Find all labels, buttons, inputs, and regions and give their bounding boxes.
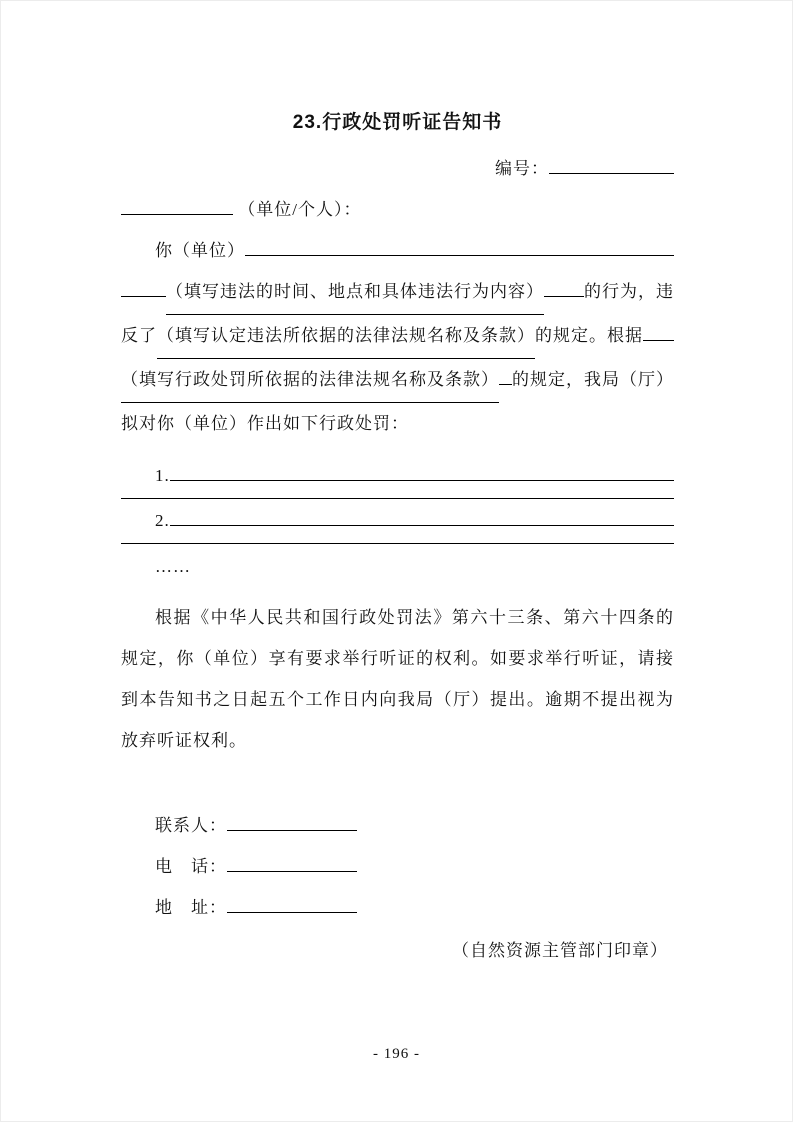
contact-person-blank [227, 830, 357, 831]
recipient-suffix: （单位/个人）： [238, 200, 362, 219]
contact-address-blank [227, 912, 357, 913]
number-line [121, 148, 674, 189]
contact-address-line [121, 887, 674, 928]
para1-line2-fillhint: （填写违法的时间、地点和具体违法行为内容） [166, 271, 544, 315]
para1-line3-prefix: 反了 [121, 326, 157, 345]
penalty-item-1-continuation [121, 498, 674, 499]
penalty-item-2-continuation [121, 543, 674, 544]
contact-block [121, 805, 674, 928]
para1-line3-trail-blank [643, 340, 674, 341]
recipient-line [121, 189, 674, 230]
number-label: 编号： [495, 159, 549, 178]
number-blank [549, 173, 674, 174]
stamp-line: （自然资源主管部门印章） [452, 941, 668, 960]
para1-line4-fillhint: （填写行政处罚所依据的法律法规名称及条款） [121, 359, 499, 403]
penalty-items [121, 454, 674, 587]
contact-phone-blank [227, 871, 357, 872]
recipient-name-blank [121, 214, 233, 215]
para1-line1-text: 你（单位） [155, 241, 245, 260]
penalty-item-2-blank [170, 525, 674, 526]
violation-facts-blank [245, 255, 674, 256]
para1-line4 [121, 359, 674, 403]
para1-line4-text: 的规定，我局（厅） [512, 370, 674, 389]
para1-line1 [121, 230, 674, 271]
para1-line2-text: 的行为，违 [584, 282, 674, 301]
contact-phone-line [121, 846, 674, 887]
penalty-item-1-label: 1. [155, 466, 170, 485]
contact-person-label: 联系人： [155, 816, 227, 835]
para1-line2-lead-blank [121, 296, 166, 297]
para1-line3-text: 的规定。根据 [535, 326, 643, 345]
para1-line3 [121, 315, 674, 359]
penalty-item-1 [121, 454, 674, 498]
para1-line2-trail-blank [544, 296, 584, 297]
page-number: - 196 - [373, 1046, 420, 1062]
penalty-item-2-continuation-blank [121, 543, 674, 544]
hearing-rights-paragraph: 根据《中华人民共和国行政处罚法》第六十三条、第六十四条的规定，你（单位）享有要求举行听证的权利。如要求举行听证，请接到本告知书之日起五个工作日内向我局（厅）提出。逾期不提出视为放弃听证权利。 [121, 608, 674, 750]
para1-line4-trail-blank [499, 384, 512, 385]
para1-line5: 拟对你（单位）作出如下行政处罚： [121, 414, 409, 433]
para1-line3-fillhint: （填写认定违法所依据的法律法规名称及条款） [157, 315, 535, 359]
penalty-item-2 [121, 499, 674, 543]
contact-address-label: 地 址： [155, 898, 227, 917]
contact-phone-label: 电 话： [155, 857, 227, 876]
document-title: 23.行政处罚听证告知书 [292, 112, 503, 133]
penalty-item-1-blank [170, 480, 674, 481]
items-ellipsis: …… [155, 557, 191, 576]
contact-person-line [121, 805, 674, 846]
para1-line2 [121, 271, 674, 315]
penalty-item-2-label: 2. [155, 511, 170, 530]
penalty-item-1-continuation-blank [121, 498, 674, 499]
